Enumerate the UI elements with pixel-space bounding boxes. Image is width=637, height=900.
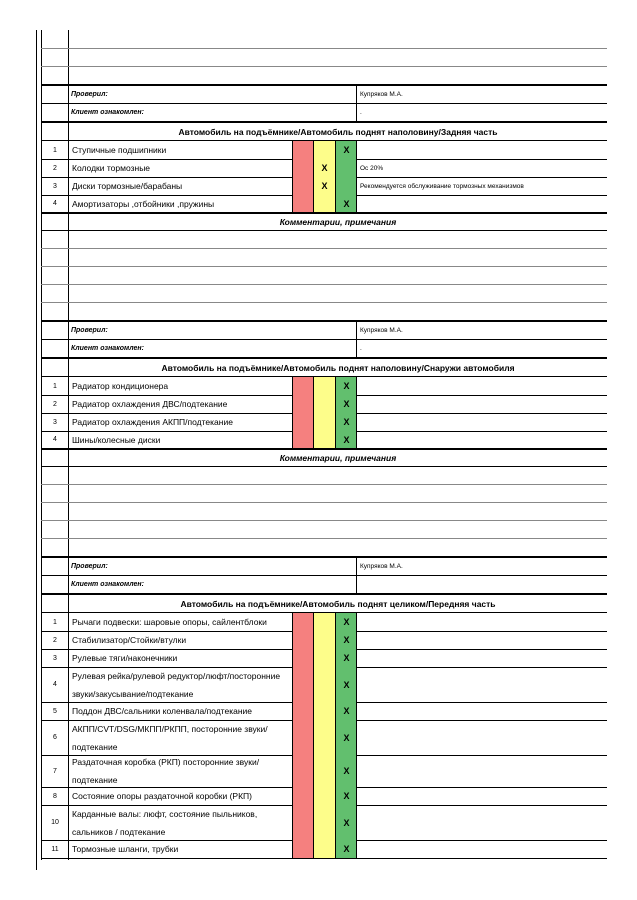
status-red-cell	[293, 377, 314, 395]
status-mark: X	[343, 381, 350, 391]
status-green-cell	[336, 159, 357, 177]
checked-value: Купряков М.А.	[360, 563, 403, 570]
row-text-line2: подтекание	[72, 741, 118, 752]
row-text	[69, 805, 292, 840]
row-text-line1: Рулевые тяги/наконечники	[72, 653, 178, 663]
status-red-cell	[293, 840, 314, 858]
row-note: Рекомендуется обслуживание тормозных механизмов	[360, 182, 524, 190]
status-yellow-cell	[314, 720, 336, 755]
status-yellow-cell	[314, 431, 336, 448]
row-text-line1: Раздаточная коробка (РКП) посторонние звуки/	[72, 757, 260, 767]
row-line	[41, 858, 607, 859]
row-text	[69, 840, 292, 858]
row-line	[41, 520, 607, 521]
row-number: 1	[53, 146, 57, 154]
row-line	[41, 284, 607, 285]
row-text-line1: АКПП/CVT/DSG/МКПП/РКПП, посторонние звуки/	[72, 723, 268, 734]
status-mark: X	[343, 706, 350, 716]
row-text	[69, 649, 292, 667]
status-yellow-cell	[314, 755, 336, 787]
row-line	[41, 484, 607, 485]
status-red-cell	[293, 720, 314, 755]
row-text: Амортизаторы ,отбойники ,пружины	[72, 198, 215, 209]
row-number: 2	[53, 400, 57, 408]
status-yellow-cell	[314, 377, 336, 395]
row-line	[41, 448, 607, 449]
status-mark: X	[343, 399, 350, 409]
status-red-cell	[293, 649, 314, 667]
comments-title-outside: Комментарии, примечания	[279, 453, 397, 463]
row-line	[41, 248, 607, 249]
status-red-cell	[293, 755, 314, 787]
col-divider	[356, 322, 357, 357]
row-text: Радиатор охлаждения ДВС/подтекание	[72, 399, 228, 409]
status-red-cell	[293, 195, 314, 212]
status-yellow-cell	[314, 840, 336, 858]
row-text: Колодки тормозные	[72, 163, 151, 173]
status-yellow-cell	[314, 631, 336, 649]
row-number: 8	[53, 792, 57, 800]
row-text: Радиатор кондиционера	[72, 381, 169, 391]
status-mark: X	[343, 653, 350, 663]
row-number: 7	[53, 767, 57, 775]
status-red-cell	[293, 805, 314, 840]
col-divider	[313, 377, 314, 448]
row-text	[69, 755, 292, 787]
section-title-front: Автомобиль на подъёмнике/Автомобиль поднят целиком/Передняя часть	[180, 598, 496, 609]
col-divider	[335, 141, 336, 212]
row-line	[41, 266, 607, 267]
status-red-cell	[293, 413, 314, 431]
row-line	[41, 48, 607, 49]
row-text: Радиатор охлаждения АКПП/подтекание	[72, 417, 233, 427]
status-yellow-cell	[314, 613, 336, 631]
col-divider	[356, 86, 357, 121]
status-mark: X	[343, 679, 350, 690]
status-yellow-cell	[314, 667, 336, 702]
status-mark: X	[343, 434, 350, 445]
section-title-rear: Автомобиль на подъёмнике/Автомобиль поднят наполовину/Задняя часть	[178, 126, 498, 137]
row-line	[41, 230, 607, 231]
col-divider	[356, 141, 357, 212]
status-yellow-cell	[314, 787, 336, 805]
row-text-line1: Рулевая рейка/рулевой редуктор/люфт/посторонние	[72, 670, 281, 681]
status-red-cell	[293, 177, 314, 195]
status-red-cell	[293, 631, 314, 649]
row-text-line2: сальников / подтекание	[72, 826, 166, 837]
col-divider	[313, 613, 314, 858]
row-line	[41, 212, 607, 213]
row-number: 6	[53, 734, 57, 741]
status-mark: X	[343, 732, 350, 743]
status-red-cell	[293, 141, 314, 159]
row-line	[41, 538, 607, 539]
status-yellow-cell	[314, 141, 336, 159]
row-number: 4	[53, 681, 57, 688]
col-divider	[335, 613, 336, 858]
row-text-line1: Состояние опоры раздаточной коробки (РКП)	[72, 791, 252, 801]
checked-label: Проверил:	[71, 327, 108, 334]
row-number: 1	[53, 382, 57, 390]
row-number: 11	[51, 845, 59, 853]
status-red-cell	[293, 159, 314, 177]
row-line	[41, 502, 607, 503]
row-text: Диски тормозные/барабаны	[72, 181, 183, 191]
status-yellow-cell	[314, 395, 336, 413]
status-mark: X	[343, 417, 350, 427]
left-border-outer	[36, 30, 37, 870]
status-mark: X	[321, 163, 328, 173]
row-number: 4	[53, 436, 57, 443]
client-value: .	[360, 109, 362, 116]
row-line	[41, 302, 607, 303]
status-mark: X	[343, 817, 350, 828]
status-green-cell	[336, 177, 357, 195]
row-text: Шины/колесные диски	[72, 434, 161, 445]
status-yellow-cell	[314, 805, 336, 840]
client-label: Клиент ознакомлен:	[71, 345, 144, 352]
status-mark: X	[321, 181, 328, 191]
comments-title-rear: Комментарии, примечания	[279, 217, 397, 227]
row-text-line2: звуки/закусывание/подтекание	[72, 688, 194, 699]
row-number: 10	[51, 819, 59, 826]
row-note: Ос 20%	[360, 164, 384, 172]
client-label: Клиент ознакомлен:	[71, 581, 144, 588]
status-yellow-cell	[314, 702, 336, 720]
row-line	[41, 66, 607, 67]
col-divider	[356, 613, 357, 858]
col-divider	[356, 377, 357, 448]
checked-label: Проверил:	[71, 563, 108, 570]
status-yellow-cell	[314, 649, 336, 667]
row-note	[357, 195, 607, 212]
status-mark: X	[343, 617, 350, 627]
status-red-cell	[293, 787, 314, 805]
row-text-line1: Карданные валы: люфт, состояние пыльников,	[72, 808, 258, 819]
row-text	[69, 631, 292, 649]
section-title-outside: Автомобиль на подъёмнике/Автомобиль поднят наполовину/Снаружи автомобиля	[161, 362, 515, 373]
row-number: 4	[53, 200, 57, 207]
status-mark: X	[343, 635, 350, 645]
client-value	[357, 576, 607, 593]
status-red-cell	[293, 613, 314, 631]
client-label: Клиент ознакомлен:	[71, 109, 144, 116]
row-text	[69, 667, 292, 702]
status-mark: X	[343, 145, 350, 155]
status-yellow-cell	[314, 195, 336, 212]
col-divider	[313, 141, 314, 212]
status-red-cell	[293, 667, 314, 702]
row-text-line1: Поддон ДВС/сальники коленвала/подтекание	[72, 706, 252, 716]
status-mark: X	[343, 766, 350, 776]
row-number: 1	[53, 618, 57, 626]
row-number: 3	[53, 418, 57, 426]
checked-label: Проверил:	[71, 91, 108, 98]
row-text	[69, 702, 292, 720]
row-text	[69, 787, 292, 805]
checked-value: Купряков М.А.	[360, 327, 403, 334]
row-text	[69, 613, 292, 631]
row-text	[69, 720, 292, 755]
status-mark: X	[343, 791, 350, 801]
client-value: .	[360, 345, 362, 352]
row-note	[357, 141, 607, 159]
status-red-cell	[293, 702, 314, 720]
row-line	[41, 466, 607, 467]
col-divider	[335, 377, 336, 448]
col-divider	[292, 377, 293, 448]
status-mark: X	[343, 198, 350, 209]
row-number: 2	[53, 636, 57, 644]
checked-value: Купряков М.А.	[360, 91, 403, 98]
row-number: 3	[53, 182, 57, 190]
col-divider	[292, 141, 293, 212]
row-text-line1: Стабилизатор/Стойки/втулки	[72, 635, 187, 645]
row-number: 2	[53, 164, 57, 172]
row-text-line1: Тормозные шланги, трубки	[72, 844, 179, 854]
row-text-line2: подтекание	[72, 775, 118, 785]
col-divider	[356, 558, 357, 593]
status-red-cell	[293, 431, 314, 448]
col-divider	[292, 613, 293, 858]
status-red-cell	[293, 395, 314, 413]
row-number: 3	[53, 654, 57, 662]
status-mark: X	[343, 844, 350, 854]
row-text-line1: Рычаги подвески: шаровые опоры, сайлентблоки	[72, 617, 267, 627]
row-number: 5	[53, 707, 57, 715]
row-text: Ступичные подшипники	[72, 145, 167, 155]
status-yellow-cell	[314, 413, 336, 431]
